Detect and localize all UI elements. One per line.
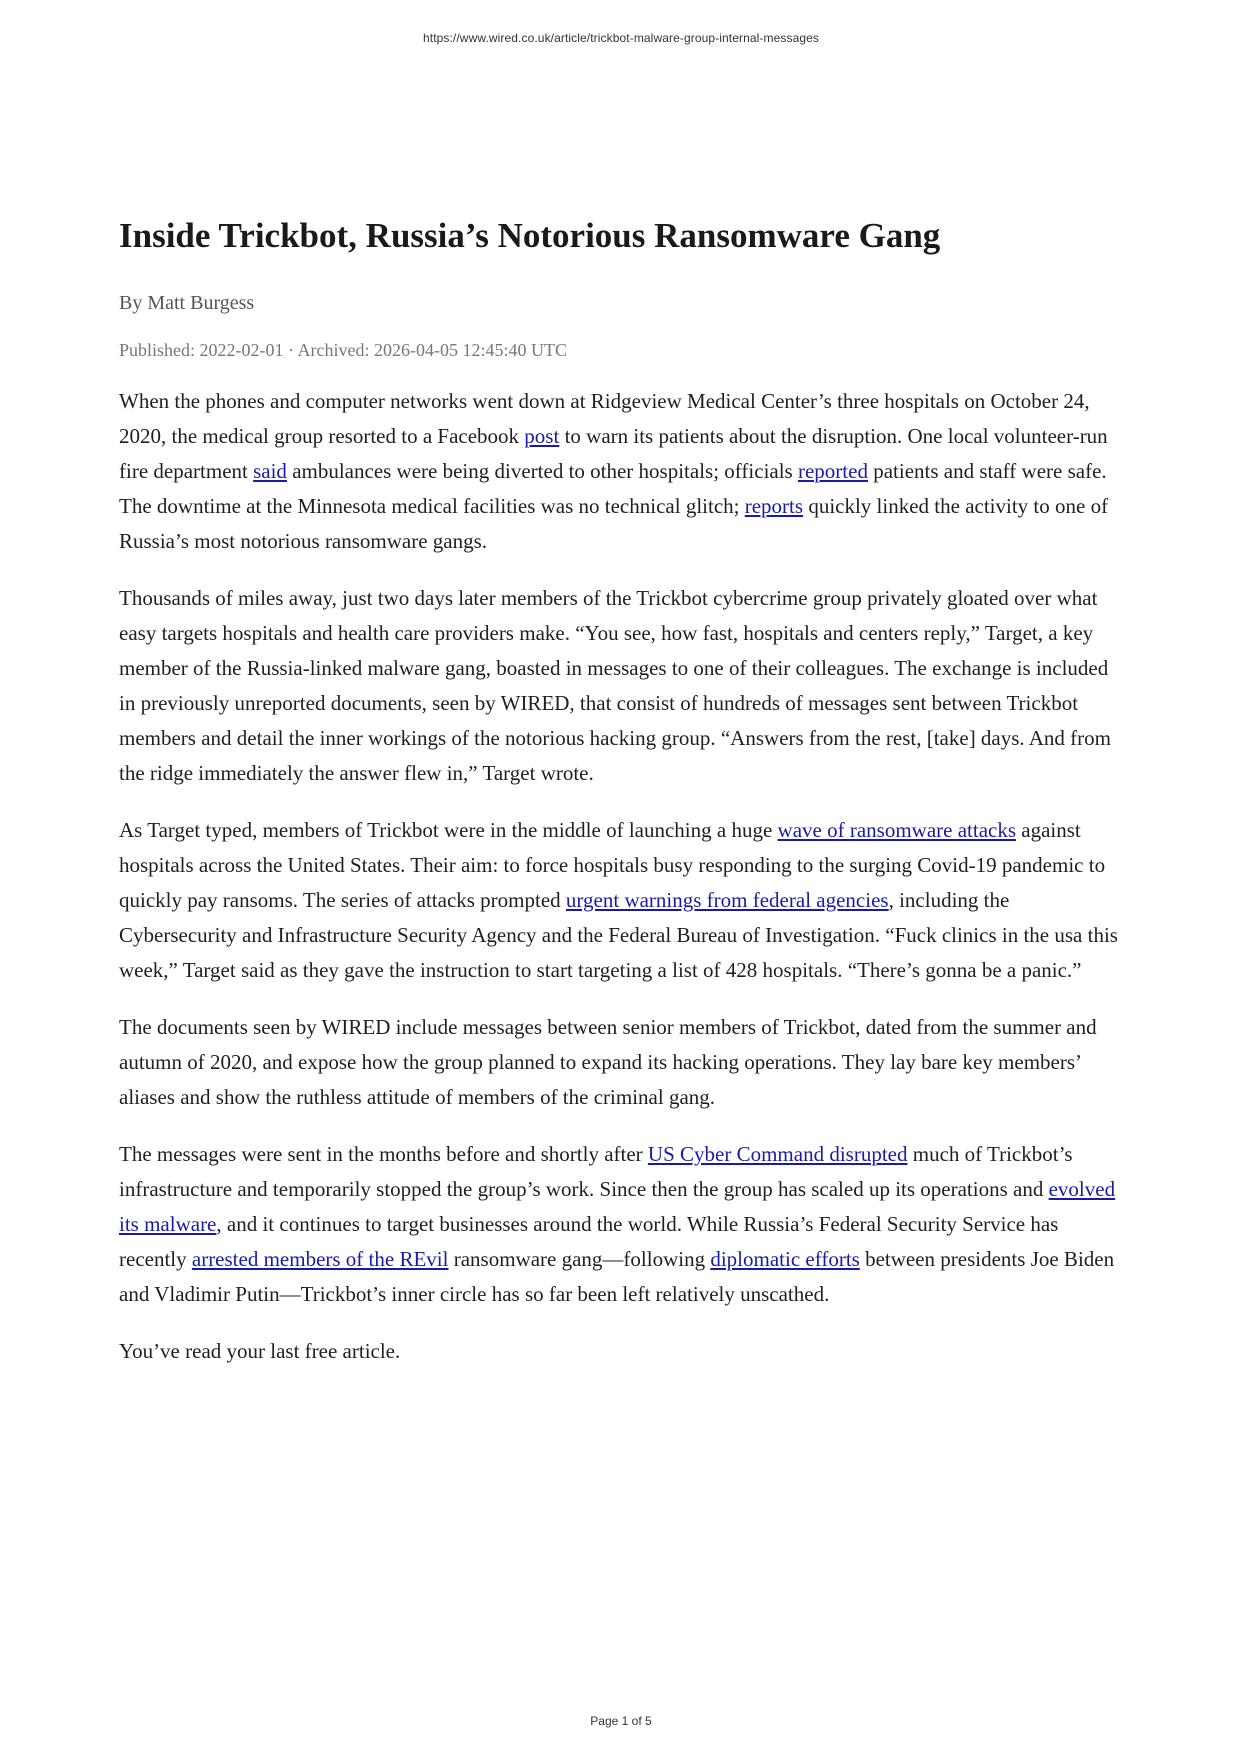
paragraph-text: much of Trickbot’s infrastructure and temporarily stopped the group’s work. Since then the group has scaled up its operations and	[119, 1142, 1073, 1201]
article-byline: By Matt Burgess	[119, 292, 255, 314]
link-us-cyber-command[interactable]: US Cyber Command disrupted	[647, 1142, 908, 1166]
link-urgent-warnings[interactable]: urgent warnings from federal agencies	[565, 888, 889, 912]
article-meta: Published: 2022-02-01 · Archived: 2026-04-05 12:45:40 UTC	[119, 340, 567, 360]
article	[119, 214, 1129, 1391]
paragraph-4: The documents seen by WIRED include messages between senior members of Trickbot, dated from the summer and autumn of 2020, and expose how the group planned to expand its hacking operations. They lay bare key members’ aliases and show the ruthless attitude of members of the criminal gang.	[119, 1015, 1097, 1109]
paragraph-text: , including the Cybersecurity and Infrastructure Security Agency and the Federal Bureau of Investigation. “Fuck clinics in the usa this week,” Target said as they gave the instruction to start targeting a list of 428 hospitals. “There’s gonna be a panic.”	[119, 888, 1118, 982]
link-wave-of-ransomware-attacks[interactable]: wave of ransomware attacks	[777, 818, 1017, 842]
paragraph-text: between presidents Joe Biden and Vladimir Putin—Trickbot’s inner circle has so far been left relatively unscathed.	[119, 1247, 1115, 1306]
article-title: Inside Trickbot, Russia’s Notorious Ransomware Gang	[119, 216, 941, 255]
paragraph-2: Thousands of miles away, just two days later members of the Trickbot cybercrime group privately gloated over what easy targets hospitals and health care providers make. “You see, how fast, hospitals and centers reply,” Target, a key member of the Russia-linked malware gang, boasted in messages to one of their colleagues. The exchange is included in previously unreported documents, seen by WIRED, that consist of hundreds of messages sent between Trickbot members and detail the inner workings of the notorious hacking group. “Answers from the rest, [take] days. And from the ridge immediately the answer flew in,” Target wrote.	[119, 586, 1112, 785]
paragraph-text: The messages were sent in the months before and shortly after	[119, 1142, 648, 1166]
paragraph-text: ransomware gang—following	[448, 1247, 711, 1271]
page-number: Page 1 of 5	[590, 1714, 652, 1728]
paragraph-text: When the phones and computer networks went down at Ridgeview Medical Center’s three hospitals on October 24, 2020, the medical group resorted to a Facebook	[119, 389, 1090, 448]
link-post[interactable]: post	[524, 424, 560, 448]
paragraph-3	[119, 813, 1129, 988]
paragraph-paywall-notice: You’ve read your last free article.	[119, 1339, 401, 1363]
link-evolved-its-malware[interactable]: evolved its malware	[119, 1177, 1116, 1236]
page-url-header: https://www.wired.co.uk/article/trickbot-malware-group-internal-messages	[422, 31, 819, 45]
link-said[interactable]: said	[253, 459, 287, 483]
paragraph-5	[119, 1137, 1129, 1312]
paragraph-text: , and it continues to target businesses around the world. While Russia’s Federal Security Service has recently	[119, 1212, 1059, 1271]
paragraph-text: As Target typed, members of Trickbot were in the middle of launching a huge	[119, 818, 778, 842]
paragraph-text: quickly linked the activity to one of Russia’s most notorious ransomware gangs.	[119, 494, 1109, 553]
paragraph-text: against hospitals across the United States. Their aim: to force hospitals busy responding to the surging Covid-19 pandemic to quickly pay ransoms. The series of attacks prompted	[119, 818, 1106, 912]
paragraph-text: ambulances were being diverted to other hospitals; officials	[286, 459, 798, 483]
link-reports[interactable]: reports	[744, 494, 804, 518]
paragraph-text: to warn its patients about the disruption. One local volunteer-run fire department	[119, 424, 1108, 483]
paragraph-text: patients and staff were safe. The downtime at the Minnesota medical facilities was no technical glitch;	[119, 459, 1107, 518]
link-reported[interactable]: reported	[797, 459, 868, 483]
link-diplomatic-efforts[interactable]: diplomatic efforts	[710, 1247, 860, 1271]
article-body	[119, 384, 1129, 1369]
paragraph-1	[119, 384, 1129, 559]
link-arrested-revil[interactable]: arrested members of the REvil	[191, 1247, 449, 1271]
